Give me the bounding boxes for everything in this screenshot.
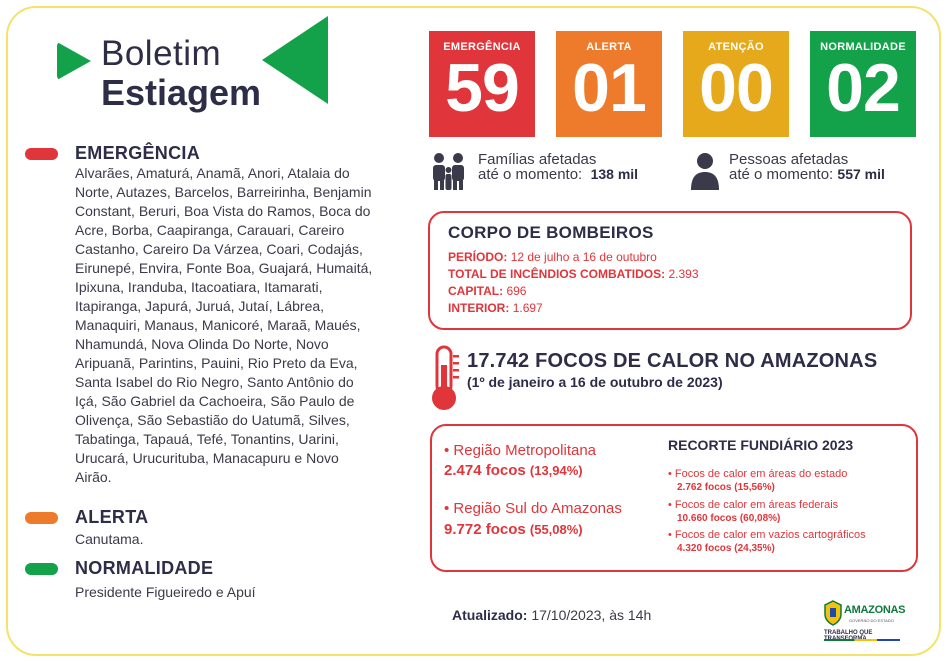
interior-label: INTERIOR: [448, 301, 510, 315]
category-alerta-municipalities: Canutama. [75, 531, 144, 547]
counter-atencao [683, 31, 789, 137]
region-metropolitana-value [444, 462, 583, 479]
bombeiros-box [428, 211, 912, 330]
recorte-item-label: • Focos de calor em áreas federais [668, 499, 839, 511]
municipality-line: Castanho, Careiro Da Várzea, Coari, Codajás, [75, 241, 363, 257]
region-pct: (13,94%) [529, 463, 583, 478]
counter-value: 00 [699, 50, 773, 126]
alerta-color-pill [25, 512, 58, 524]
gov-color-bar [824, 639, 900, 641]
municipality-line: Olivença, São Sebastião do Uatumã, Silves, [75, 412, 350, 428]
municipality-line: Acre, Borba, Caapiranga, Carauari, Careiro [75, 222, 345, 238]
boletim-logo [57, 16, 337, 116]
total-value: 2.393 [668, 267, 699, 281]
people-affected [689, 152, 885, 192]
municipality-line: Içá, São Gabriel da Cachoeira, São Paulo de [75, 393, 355, 409]
periodo-value: 12 de julho a 16 de outubro [510, 250, 657, 264]
counter-label: NORMALIDADE [820, 41, 906, 53]
counter-value: 01 [572, 50, 646, 126]
families-label: Famílias afetadas [478, 151, 597, 168]
counter-alerta [556, 31, 662, 137]
category-emergencia-header [25, 143, 200, 164]
municipality-line: Aripuanã, Parintins, Pauini, Rio Preto da Eva, [75, 355, 358, 371]
bombeiros-periodo [448, 250, 657, 264]
municipality-line: Nhamundá, Nova Olinda Do Norte, Novo [75, 336, 329, 352]
capital-value: 696 [506, 284, 527, 298]
municipality-line: Santa Isabel do Rio Negro, Santo Antônio do [75, 374, 354, 390]
families-value: 138 mil [590, 166, 639, 182]
recorte-item-label: • Focos de calor em vazios cartográficos [668, 529, 866, 541]
category-emergencia-municipalities [75, 164, 372, 487]
logo-title-line1: Boletim [101, 34, 222, 73]
municipality-line: Airão. [75, 469, 112, 485]
municipality-line: Tabatinga, Tapauá, Tefé, Tonantins, Uarini, [75, 431, 339, 447]
capital-label: CAPITAL: [448, 284, 504, 298]
recorte-item-value: 10.660 focos (60,08%) [677, 513, 781, 524]
category-emergencia-title: EMERGÊNCIA [75, 143, 201, 163]
category-normalidade-title: NORMALIDADE [75, 558, 214, 578]
emergencia-color-pill [25, 148, 58, 160]
municipality-line: Manaquiri, Manaus, Manicoré, Maraã, Maués, [75, 317, 361, 333]
logo-title-line2: Estiagem [101, 72, 262, 113]
family-icon [430, 152, 470, 192]
counter-value: 59 [445, 50, 519, 126]
focos-subtitle: (1º de janeiro a 16 de outubro de 2023) [467, 374, 723, 390]
category-normalidade-municipalities: Presidente Figueiredo e Apuí [75, 584, 256, 600]
counter-label: EMERGÊNCIA [443, 41, 521, 53]
gov-subtitle: GOVERNO DO ESTADO [849, 618, 894, 623]
families-affected [430, 152, 638, 192]
category-normalidade-header [25, 558, 213, 579]
gov-slogan: TRABALHO QUE [824, 630, 873, 636]
municipality-line: Itapiranga, Japurá, Juruá, Jutaí, Lábrea, [75, 298, 325, 314]
category-alerta-title: ALERTA [75, 507, 149, 527]
logo-right-triangle-icon [262, 16, 328, 104]
bombeiros-total [448, 267, 699, 281]
category-alerta-header [25, 507, 148, 528]
municipality-line: Ipixuna, Iranduba, Itacoatiara, Itamarati, [75, 279, 323, 295]
people-label: Pessoas afetadas [729, 151, 849, 168]
families-sublabel: até o momento: [478, 166, 583, 183]
municipality-line: Constant, Beruri, Boa Vista do Ramos, Boca do [75, 203, 371, 219]
updated-value: 17/10/2023, às 14h [531, 607, 652, 623]
gov-name: AMAZONAS [844, 604, 906, 616]
focos-regions-box [430, 424, 918, 572]
counter-emergencia [429, 31, 535, 137]
region-pct: (55,08%) [529, 522, 583, 537]
updated-label: Atualizado: [452, 607, 528, 623]
municipality-line: Eirunepé, Envira, Fonte Boa, Guajará, Humaitá, [75, 260, 373, 276]
logo-left-triangle-icon [57, 42, 91, 80]
interior-value: 1.697 [512, 301, 543, 315]
municipality-line: Alvarães, Amaturá, Anamã, Anori, Atalaia do [75, 165, 350, 181]
people-sublabel: até o momento: [729, 166, 834, 183]
region-sul-value [444, 521, 583, 538]
recorte-item-value: 4.320 focos (24,35%) [677, 543, 775, 554]
counter-label: ATENÇÃO [708, 41, 764, 53]
region-value: 9.772 focos [444, 521, 526, 538]
counter-normalidade [810, 31, 916, 137]
periodo-label: PERÍODO: [448, 250, 508, 264]
recorte-title: RECORTE FUNDIÁRIO 2023 [668, 437, 854, 453]
amazonas-government-logo [823, 600, 906, 645]
municipality-line: Urucará, Urucurituba, Manacapuru e Novo [75, 450, 339, 466]
counter-value: 02 [826, 50, 900, 126]
thermometer-icon [428, 345, 462, 413]
focos-title: 17.742 FOCOS DE CALOR NO AMAZONAS [467, 350, 878, 372]
person-icon [689, 152, 721, 192]
coat-of-arms-icon [823, 600, 843, 626]
recorte-item-value: 2.762 focos (15,56%) [677, 482, 775, 493]
bombeiros-title: CORPO DE BOMBEIROS [448, 223, 654, 242]
region-metropolitana-name: • Região Metropolitana [444, 442, 597, 459]
counter-label: ALERTA [586, 41, 632, 53]
region-value: 2.474 focos [444, 462, 526, 479]
normalidade-color-pill [25, 563, 58, 575]
updated-timestamp [452, 607, 651, 623]
municipality-line: Norte, Autazes, Barcelos, Barreirinha, Benjamin [75, 184, 372, 200]
bombeiros-interior [448, 301, 543, 315]
bombeiros-capital [448, 284, 526, 298]
people-value: 557 mil [837, 166, 885, 182]
region-sul-name: • Região Sul do Amazonas [444, 500, 622, 517]
total-label: TOTAL DE INCÊNDIOS COMBATIDOS: [448, 267, 666, 281]
recorte-item-label: • Focos de calor em áreas do estado [668, 468, 848, 480]
